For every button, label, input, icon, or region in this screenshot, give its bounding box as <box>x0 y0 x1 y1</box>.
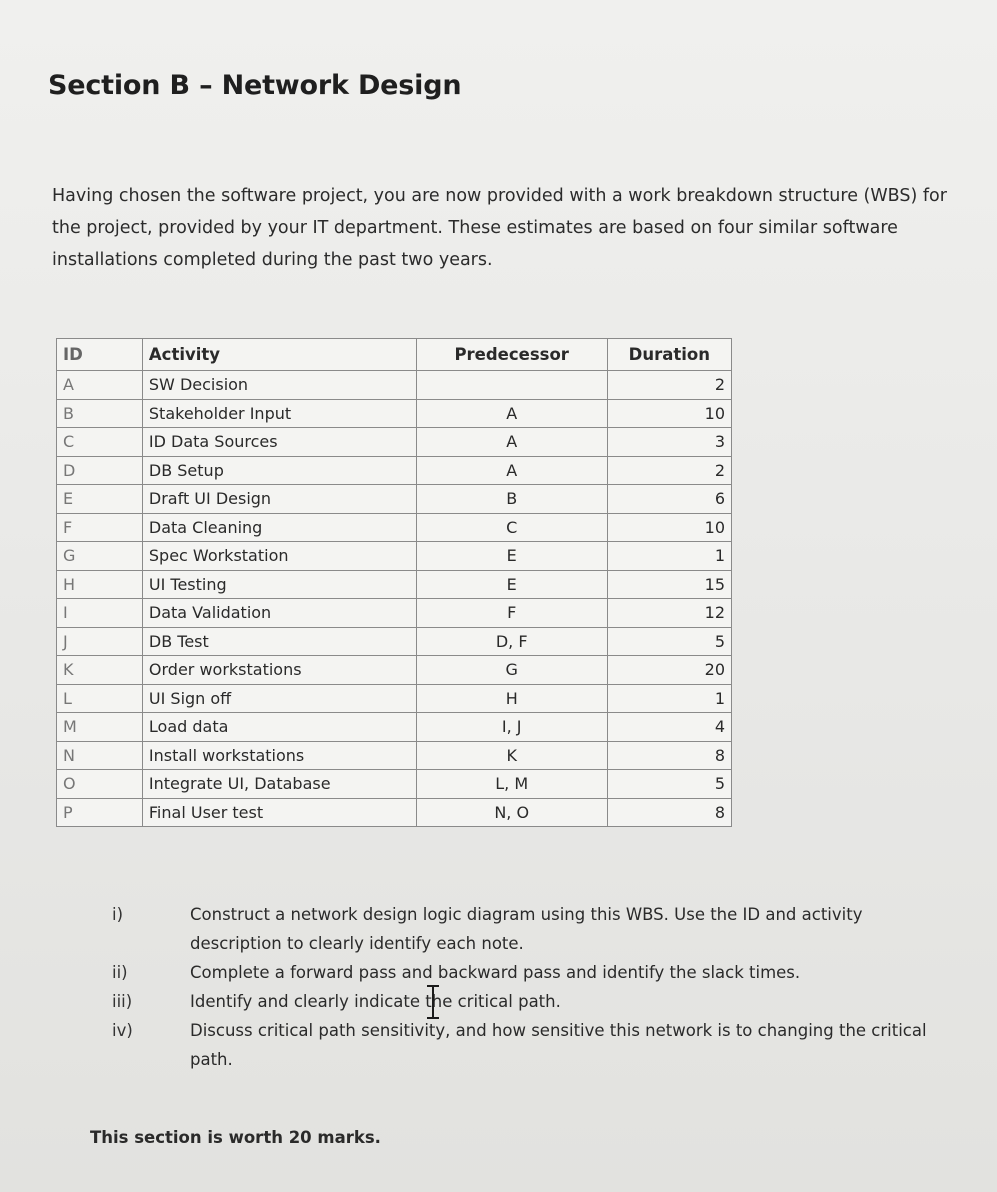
row-duration: 1 <box>607 542 731 571</box>
row-id: P <box>57 798 143 827</box>
row-activity: UI Testing <box>142 570 416 599</box>
row-activity: Data Validation <box>142 599 416 628</box>
row-activity: Order workstations <box>142 656 416 685</box>
row-predecessor: B <box>416 485 607 514</box>
row-duration: 15 <box>607 570 731 599</box>
row-id: L <box>57 684 143 713</box>
row-predecessor: C <box>416 513 607 542</box>
table-row <box>57 542 732 571</box>
row-duration: 12 <box>607 599 731 628</box>
row-predecessor: L, M <box>416 770 607 799</box>
row-id: G <box>57 542 143 571</box>
row-activity: Draft UI Design <box>142 485 416 514</box>
row-predecessor: A <box>416 399 607 428</box>
row-activity: Install workstations <box>142 741 416 770</box>
question-text: Discuss critical path sensitivity, and how sensitive this network is to changing the critical path. <box>190 1021 927 1069</box>
table-row <box>57 428 732 457</box>
question-text: Complete a forward pass and backward pass and identify the slack times. <box>190 963 801 982</box>
row-duration: 5 <box>607 627 731 656</box>
question-number: iv) <box>112 1021 133 1040</box>
row-duration: 4 <box>607 713 731 742</box>
table-row <box>57 456 732 485</box>
row-predecessor: E <box>416 542 607 571</box>
row-predecessor: N, O <box>416 798 607 827</box>
table-header-row <box>57 339 732 371</box>
row-predecessor <box>416 371 607 400</box>
header-predecessor: Predecessor <box>416 339 607 371</box>
row-id: O <box>57 770 143 799</box>
table-row <box>57 741 732 770</box>
question-number: ii) <box>112 963 128 982</box>
question-list <box>104 900 944 1074</box>
table-row <box>57 656 732 685</box>
row-id: H <box>57 570 143 599</box>
row-duration: 8 <box>607 798 731 827</box>
row-activity: Integrate UI, Database <box>142 770 416 799</box>
row-activity: UI Sign off <box>142 684 416 713</box>
question-text: Identify and clearly indicate the critical path. <box>190 992 561 1011</box>
row-duration: 20 <box>607 656 731 685</box>
table-row <box>57 371 732 400</box>
row-duration: 1 <box>607 684 731 713</box>
table-row <box>57 770 732 799</box>
table-row <box>57 627 732 656</box>
row-id: I <box>57 599 143 628</box>
row-id: D <box>57 456 143 485</box>
row-id: F <box>57 513 143 542</box>
question-number: iii) <box>112 992 133 1011</box>
table-row <box>57 713 732 742</box>
row-activity: DB Setup <box>142 456 416 485</box>
row-activity: DB Test <box>142 627 416 656</box>
row-id: M <box>57 713 143 742</box>
row-id: E <box>57 485 143 514</box>
table-row <box>57 513 732 542</box>
row-duration: 2 <box>607 371 731 400</box>
row-duration: 5 <box>607 770 731 799</box>
row-predecessor: D, F <box>416 627 607 656</box>
row-predecessor: F <box>416 599 607 628</box>
question-item <box>104 958 944 987</box>
row-activity: Final User test <box>142 798 416 827</box>
row-activity: Spec Workstation <box>142 542 416 571</box>
header-duration: Duration <box>607 339 731 371</box>
row-id: B <box>57 399 143 428</box>
section-title: Section B – Network Design <box>48 70 462 101</box>
question-item <box>104 1016 944 1074</box>
row-duration: 10 <box>607 399 731 428</box>
row-predecessor: A <box>416 456 607 485</box>
table-row <box>57 599 732 628</box>
table-row <box>57 570 732 599</box>
row-activity: Data Cleaning <box>142 513 416 542</box>
table-row <box>57 798 732 827</box>
row-predecessor: G <box>416 656 607 685</box>
i-beam-cursor-icon <box>425 984 441 1020</box>
row-predecessor: E <box>416 570 607 599</box>
row-id: N <box>57 741 143 770</box>
question-item <box>104 900 944 958</box>
row-activity: Stakeholder Input <box>142 399 416 428</box>
row-activity: ID Data Sources <box>142 428 416 457</box>
row-predecessor: H <box>416 684 607 713</box>
row-duration: 10 <box>607 513 731 542</box>
header-activity: Activity <box>142 339 416 371</box>
question-item <box>104 987 944 1016</box>
table-row <box>57 684 732 713</box>
row-activity: SW Decision <box>142 371 416 400</box>
row-id: J <box>57 627 143 656</box>
question-text: Construct a network design logic diagram using this WBS. Use the ID and activity description to clearly identify each note. <box>190 905 863 953</box>
wbs-table <box>56 338 732 827</box>
marks-note: This section is worth 20 marks. <box>90 1128 381 1147</box>
row-duration: 8 <box>607 741 731 770</box>
table-row <box>57 399 732 428</box>
header-id: ID <box>57 339 143 371</box>
table-row <box>57 485 732 514</box>
row-predecessor: A <box>416 428 607 457</box>
row-duration: 3 <box>607 428 731 457</box>
row-id: C <box>57 428 143 457</box>
row-duration: 6 <box>607 485 731 514</box>
row-id: K <box>57 656 143 685</box>
row-duration: 2 <box>607 456 731 485</box>
row-id: A <box>57 371 143 400</box>
intro-paragraph: Having chosen the software project, you are now provided with a work breakdown structure (WBS) for the project, provided by your IT department. These estimates are based on four similar software installations completed during the past two years. <box>52 186 947 270</box>
row-activity: Load data <box>142 713 416 742</box>
row-predecessor: K <box>416 741 607 770</box>
row-predecessor: I, J <box>416 713 607 742</box>
question-number: i) <box>112 905 124 924</box>
